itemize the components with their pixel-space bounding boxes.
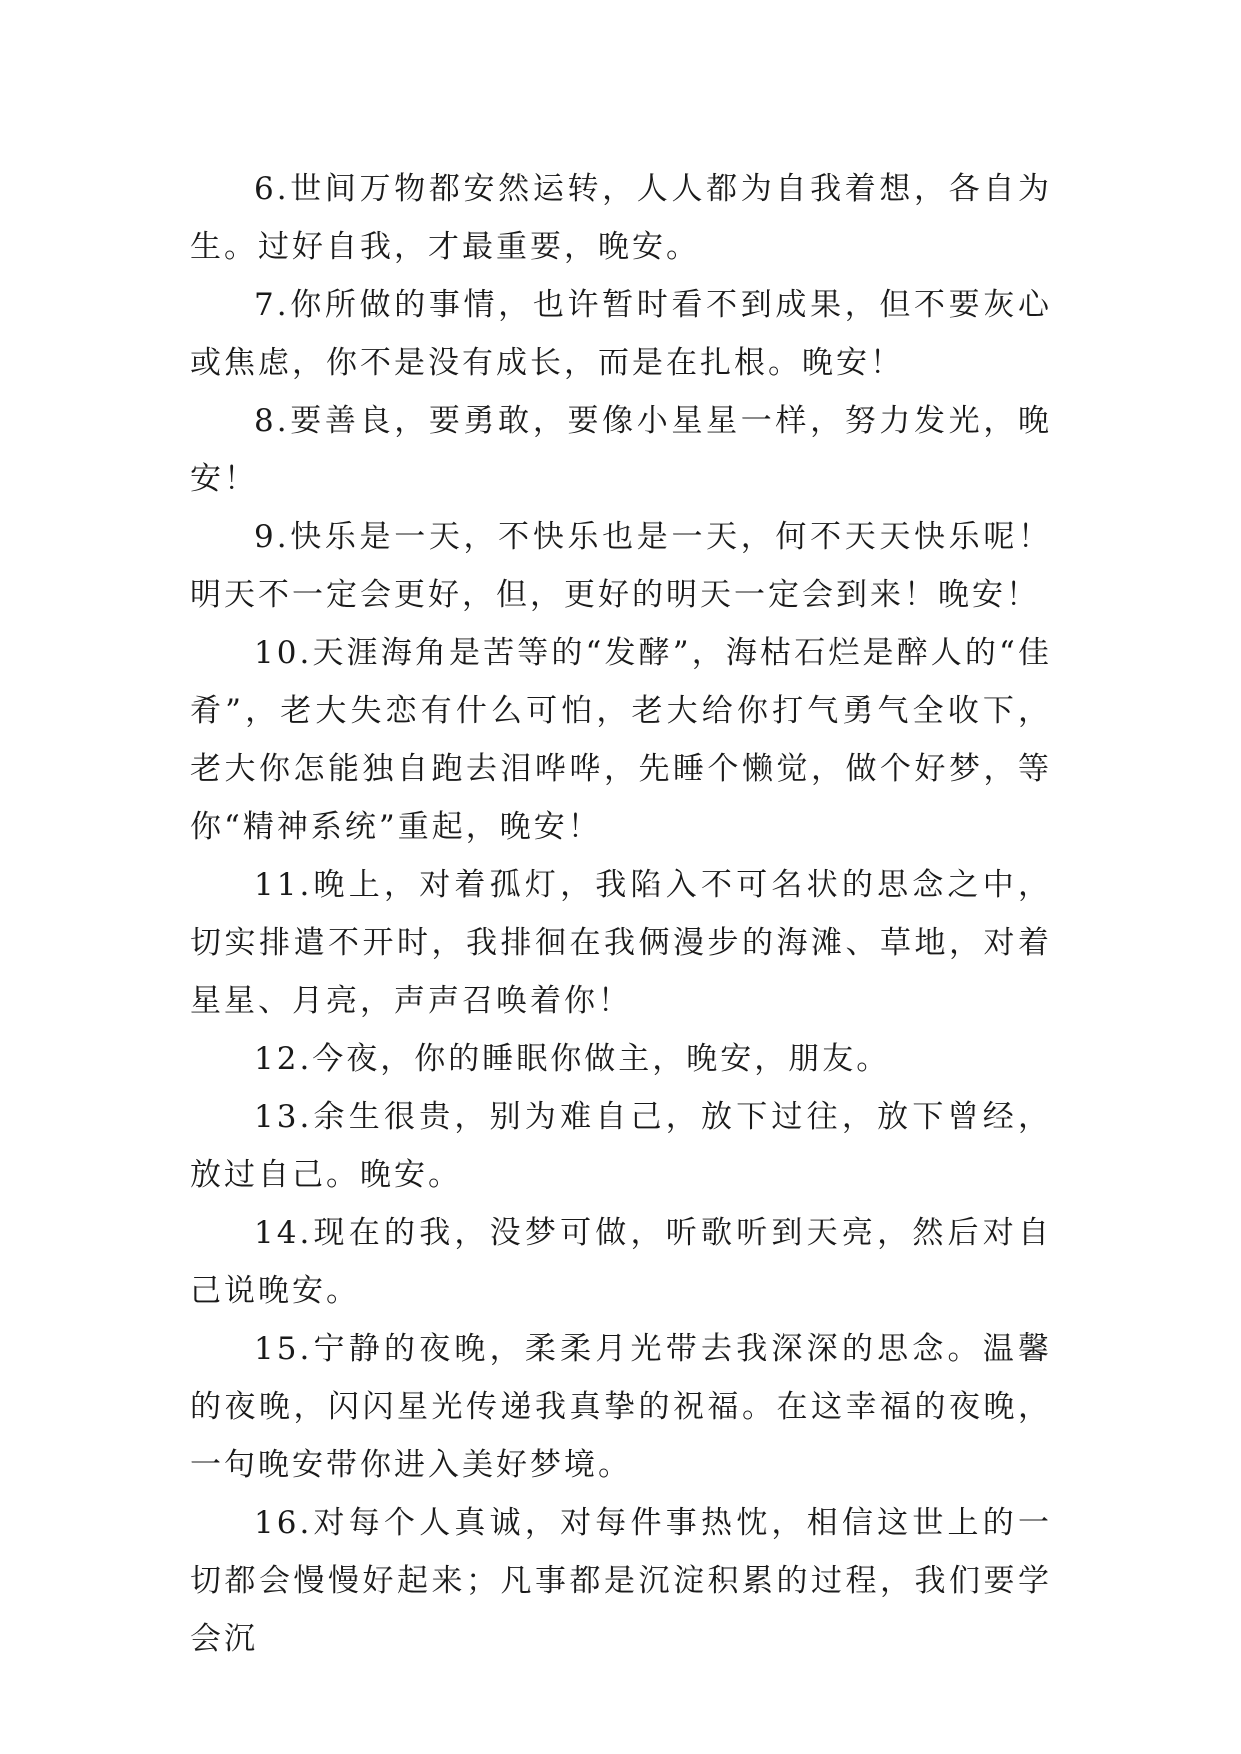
paragraph-9: 9.快乐是一天，不快乐也是一天，何不天天快乐呢！明天不一定会更好，但，更好的明天一定会到来！晚安！ <box>190 519 1052 613</box>
document-body <box>190 160 1052 1668</box>
paragraph-16: 16.对每个人真诚，对每件事热忱，相信这世上的一切都会慢慢好起来；凡事都是沉淀积累的过程，我们要学会沉 <box>190 1505 1052 1657</box>
paragraph-7: 7.你所做的事情，也许暂时看不到成果，但不要灰心或焦虑，你不是没有成长，而是在扎根。晚安！ <box>190 287 1052 381</box>
paragraph-10: 10.天涯海角是苦等的“发酵”，海枯石烂是醉人的“佳肴”，老大失恋有什么可怕，老大给你打气勇气全收下，老大你怎能独自跑去泪哗哗，先睡个懒觉，做个好梦，等你“精神系统”重起，晚安！ <box>190 635 1052 845</box>
paragraph-6: 6.世间万物都安然运转，人人都为自我着想，各自为生。过好自我，才最重要，晚安。 <box>190 171 1052 265</box>
paragraph-12: 12.今夜，你的睡眠你做主，晚安，朋友。 <box>254 1041 891 1077</box>
paragraph-14: 14.现在的我，没梦可做，听歌听到天亮，然后对自己说晚安。 <box>190 1215 1052 1309</box>
paragraph-15: 15.宁静的夜晚，柔柔月光带去我深深的思念。温馨的夜晚，闪闪星光传递我真挚的祝福。在这幸福的夜晚，一句晚安带你进入美好梦境。 <box>190 1331 1052 1483</box>
paragraph-13: 13.余生很贵，别为难自己，放下过往，放下曾经，放过自己。晚安。 <box>190 1099 1052 1193</box>
paragraph-8: 8.要善良，要勇敢，要像小星星一样，努力发光，晚安！ <box>190 403 1052 497</box>
paragraph-11: 11.晚上，对着孤灯，我陷入不可名状的思念之中，切实排遣不开时，我排徊在我俩漫步的海滩、草地，对着星星、月亮，声声召唤着你！ <box>190 867 1052 1019</box>
